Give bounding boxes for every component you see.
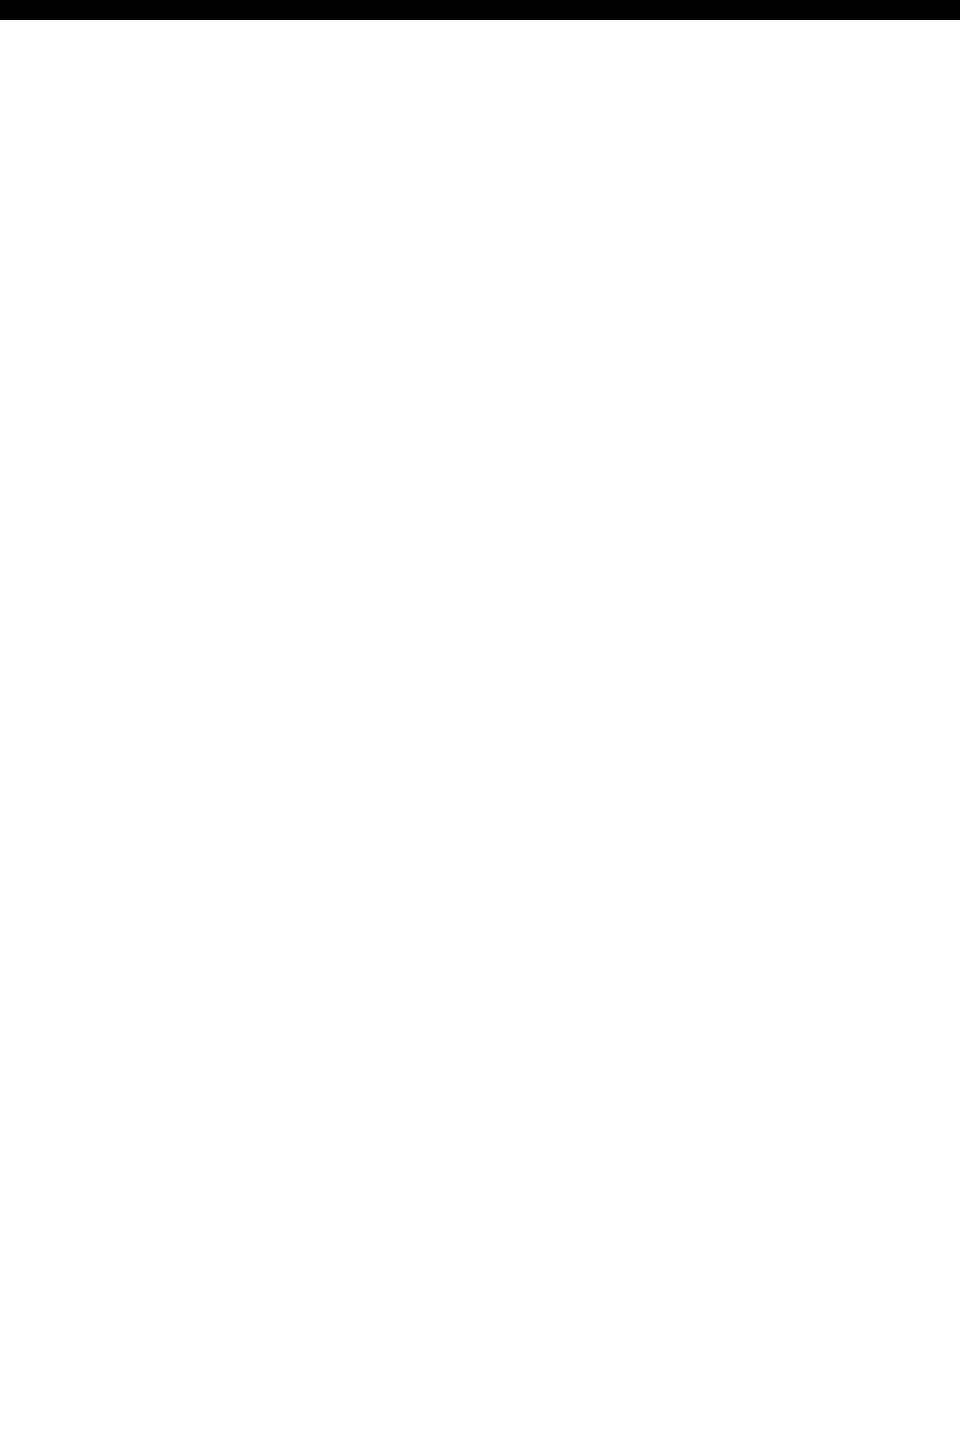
page-header [0,0,960,20]
